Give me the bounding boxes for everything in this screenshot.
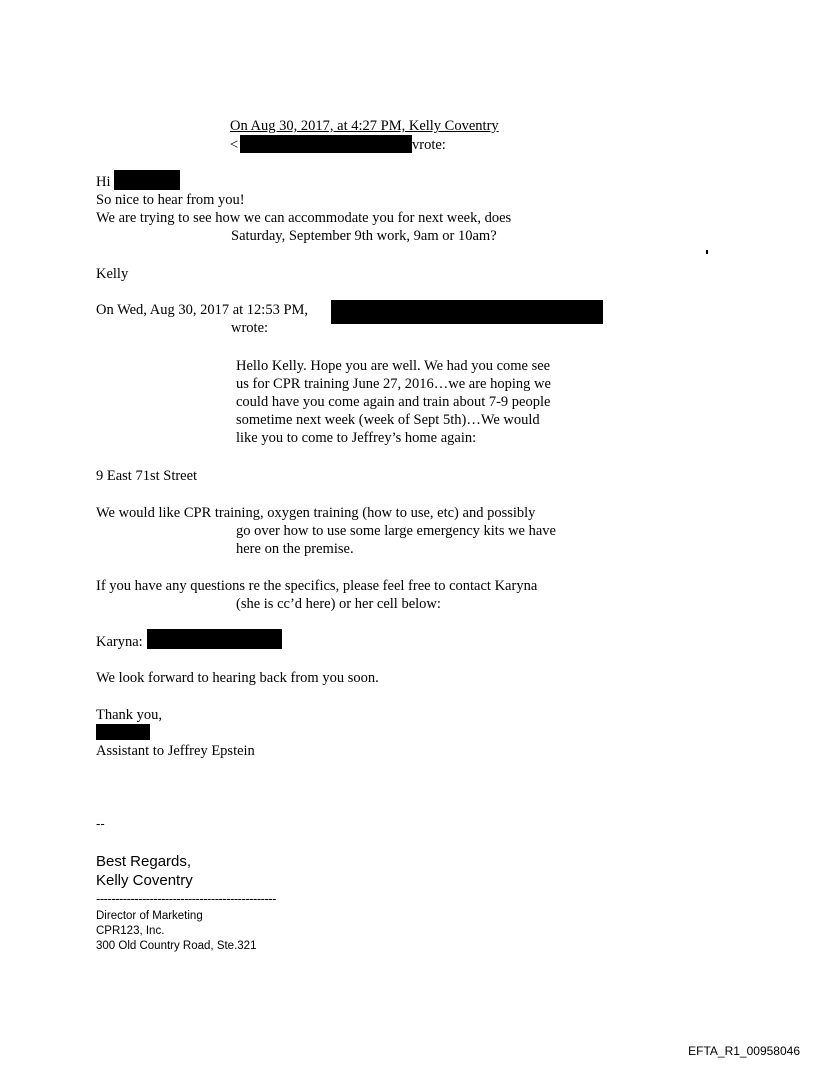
quoted-para3-line1: If you have any questions re the specifics, please feel free to contact Karyna [96,578,538,594]
signature-role: Director of Marketing [96,910,203,922]
redaction-email [240,135,412,153]
signature-separator: ----------------------------------------------- [96,891,276,906]
quoted-thanks: Thank you, [96,707,163,723]
quoted-para1-line3: could have you come again and train about 7-9 people [236,394,551,410]
signature-company: CPR123, Inc. [96,925,165,937]
reply-header-line2-prefix: < [230,137,239,153]
quoted-para2-line1: We would like CPR training, oxygen training (how to use, etc) and possibly [96,505,536,521]
reply-line1: So nice to hear from you! [96,192,245,208]
quoted-header-line2: wrote: [231,320,269,336]
document-id: EFTA_R1_00958046 [688,1044,800,1058]
redaction-assistant-name [96,724,150,740]
reply-header-line1: On Aug 30, 2017, at 4:27 PM, Kelly Coventry [230,118,499,134]
reply-line3: Saturday, September 9th work, 9am or 10am? [231,228,497,244]
quoted-address: 9 East 71st Street [96,468,198,484]
stray-mark [706,250,708,254]
quoted-para1-line1: Hello Kelly. Hope you are well. We had you come see [236,358,551,374]
karyna-label: Karyna: [96,634,143,650]
quoted-para3-line2: (she is cc’d here) or her cell below: [236,596,441,612]
quoted-para1-line4: sometime next week (week of Sept 5th)…We would [236,412,540,428]
signature-address: 300 Old Country Road, Ste.321 [96,940,257,952]
greeting: Hi [96,174,111,190]
quoted-para1-line2: us for CPR training June 27, 2016…we are hoping we [236,376,551,392]
redaction-name [114,170,180,190]
quoted-header-line1: On Wed, Aug 30, 2017 at 12:53 PM, [96,302,309,318]
quoted-para1-line5: like you to come to Jeffrey’s home again: [236,430,477,446]
signature-name: Kelly Coventry [96,872,193,889]
signature-regards: Best Regards, [96,853,192,870]
redaction-sender [331,300,603,324]
reply-signoff: Kelly [96,266,129,282]
reply-line2: We are trying to see how we can accommodate you for next week, does [96,210,512,226]
quoted-para2-line2: go over how to use some large emergency kits we have [236,523,556,539]
quoted-title: Assistant to Jeffrey Epstein [96,743,255,759]
reply-header-line2-suffix: vrote: [412,137,446,153]
redaction-phone [147,629,282,649]
quoted-para2-line3: here on the premise. [236,541,354,557]
quoted-closing: We look forward to hearing back from you soon. [96,670,379,686]
signature-dashes: -- [96,816,105,831]
